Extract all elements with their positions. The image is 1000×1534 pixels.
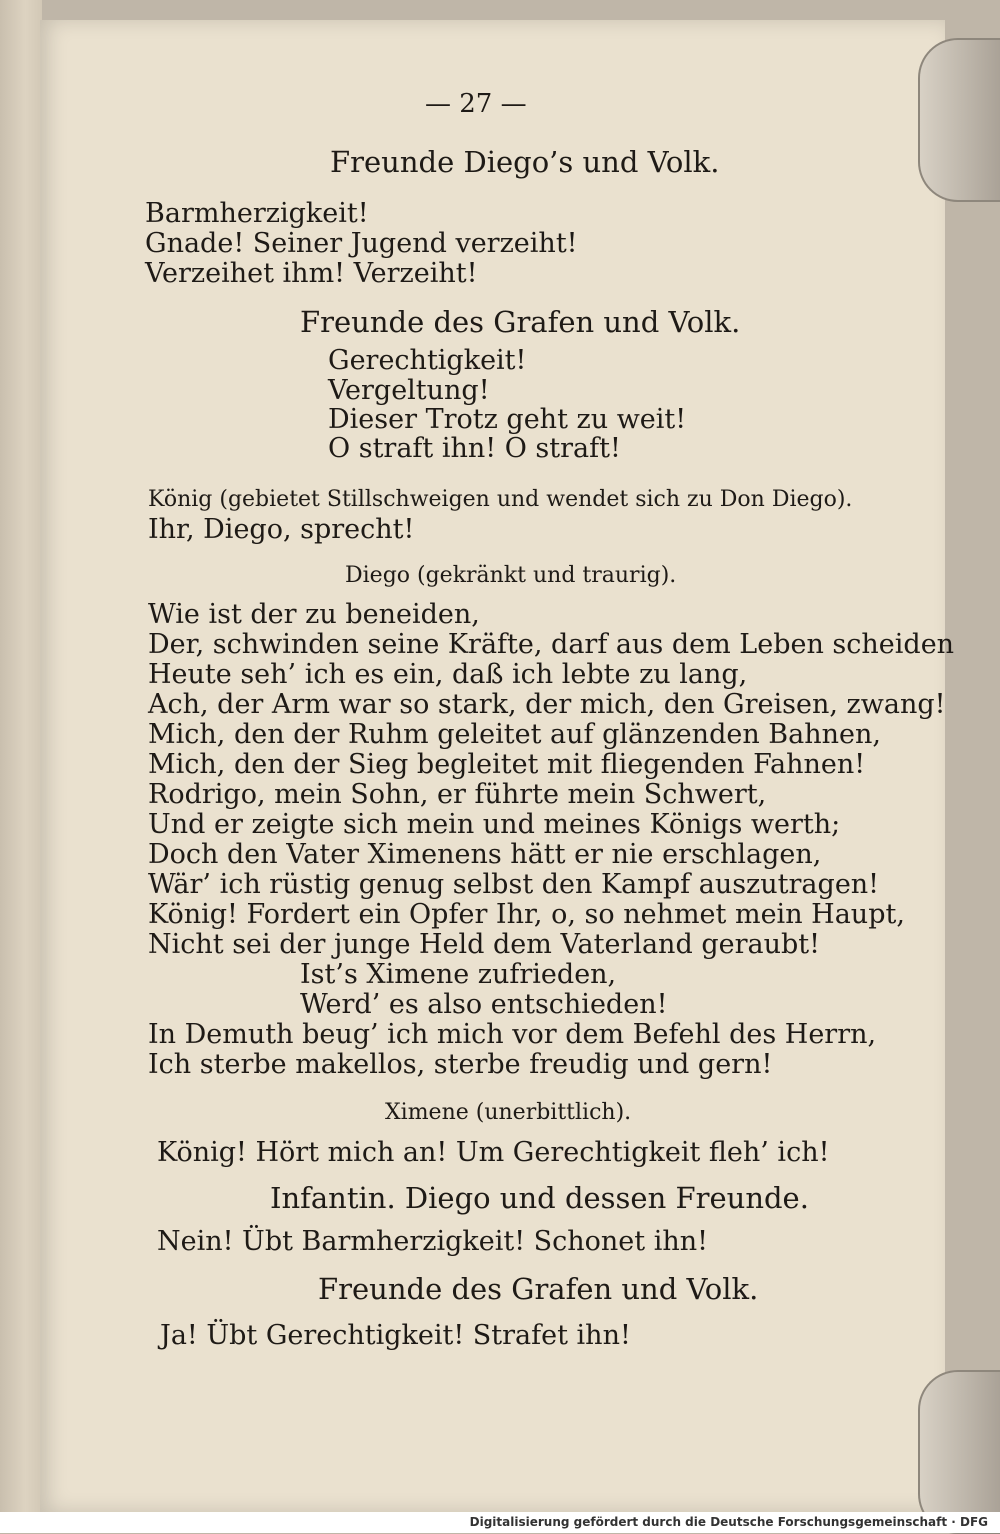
verse-line: Gnade! Seiner Jugend verzeiht! [145,228,578,259]
verse-line: Gerechtigkeit! [328,345,527,376]
verse-line: Mich, den der Ruhm geleitet auf glänzenden Bahnen, [148,719,881,750]
speaker-heading: Freunde des Grafen und Volk. [318,1272,759,1306]
digitization-footer [0,1512,1000,1533]
speaker-heading: Freunde Diego’s und Volk. [330,145,720,179]
speaker-heading: Ximene (unerbittlich). [385,1100,632,1125]
verse-line: König! Fordert ein Opfer Ihr, o, so nehmet mein Haupt, [148,899,905,930]
verse-line: Wär’ ich rüstig genug selbst den Kampf auszutragen! [148,869,880,900]
verse-line: Verzeihet ihm! Verzeiht! [145,258,478,289]
footer-credit: Digitalisierung gefördert durch die Deutsche Forschungsgemeinschaft · DFG [469,1515,988,1529]
book-gutter [0,0,42,1512]
verse-line: Ach, der Arm war so stark, der mich, den Greisen, zwang! [148,689,946,720]
speaker-with-stage-direction: König (gebietet Stillschweigen und wendet sich zu Don Diego). [148,487,853,512]
verse-line: Ich sterbe makellos, sterbe freudig und gern! [148,1049,773,1080]
verse-line: Doch den Vater Ximenens hätt er nie erschlagen, [148,839,822,870]
verse-line: Rodrigo, mein Sohn, er führte mein Schwert, [148,779,767,810]
speaker-heading: Diego (gekränkt und traurig). [345,563,677,588]
verse-line: Und er zeigte sich mein und meines Königs werth; [148,809,841,840]
verse-line: Ist’s Ximene zufrieden, [300,959,617,990]
verse-line: Dieser Trotz geht zu weit! [328,404,687,435]
verse-line: König! Hört mich an! Um Gerechtigkeit fleh’ ich! [157,1137,830,1168]
verse-line: Wie ist der zu beneiden, [148,599,480,630]
verse-line: In Demuth beug’ ich mich vor dem Befehl des Herrn, [148,1019,877,1050]
verse-line: Vergeltung! [328,375,490,406]
verse-line: Nein! Übt Barmherzigkeit! Schonet ihn! [157,1226,708,1257]
verse-line: Heute seh’ ich es ein, daß ich lebte zu lang, [148,659,748,690]
verse-line: Mich, den der Sieg begleitet mit fliegenden Fahnen! [148,749,866,780]
speaker-heading: Freunde des Grafen und Volk. [300,305,741,339]
page-clip-top [918,38,1000,202]
verse-line: Nicht sei der junge Held dem Vaterland geraubt! [148,929,820,960]
verse-line: Barmherzigkeit! [145,198,369,229]
speaker-heading: Infantin. Diego und dessen Freunde. [270,1181,809,1215]
verse-line: Ihr, Diego, sprecht! [148,514,415,545]
verse-line: Ja! Übt Gerechtigkeit! Strafet ihn! [160,1320,631,1351]
page-number: — 27 — [425,89,527,119]
verse-line: O straft ihn! O straft! [328,433,621,464]
verse-line: Werd’ es also entschieden! [300,989,668,1020]
verse-line: Der, schwinden seine Kräfte, darf aus dem Leben scheiden [148,629,955,660]
page-clip-bottom [918,1370,1000,1534]
